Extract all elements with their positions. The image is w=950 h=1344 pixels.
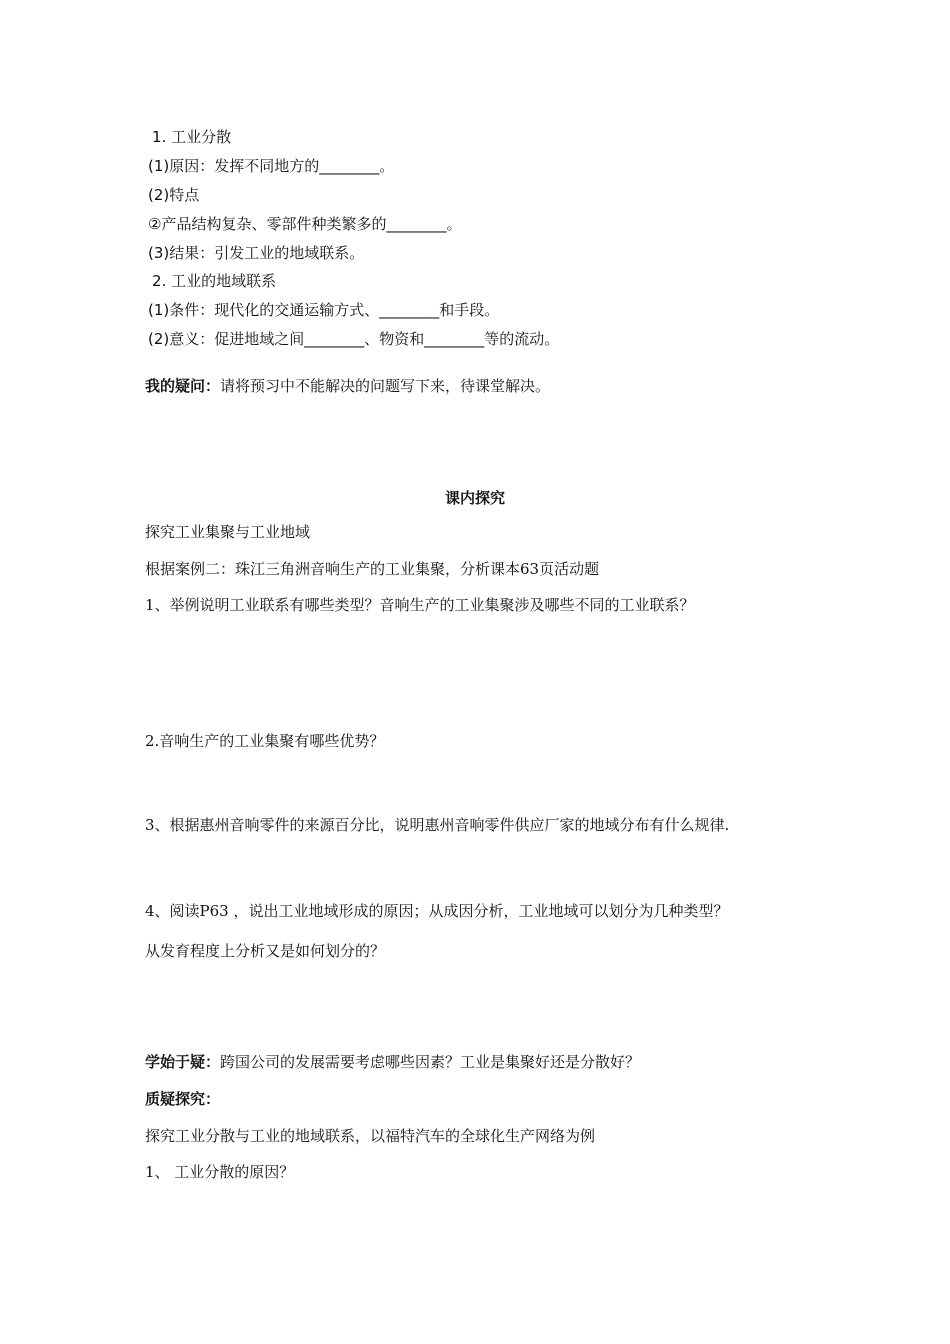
doubt-label: 学始于疑： bbox=[145, 1053, 221, 1071]
inquiry-label: 质疑探究： bbox=[145, 1090, 221, 1108]
dispersion-feature-2: ②产品结构复杂、零部件种类繁多的________。 bbox=[148, 215, 462, 233]
dispersion-reason: (1)原因：发挥不同地方的________。 bbox=[148, 157, 395, 175]
heading-industrial-dispersion: 1. 工业分散 bbox=[152, 128, 232, 146]
question-3: 3、根据惠州音响零件的来源百分比，说明惠州音响零件供应厂家的地域分布有什么规律. bbox=[145, 816, 730, 834]
doubt-prompt bbox=[145, 1052, 640, 1072]
case-instruction: 根据案例二：珠江三角洲音响生产的工业集聚，分析课本63页活动题 bbox=[145, 560, 600, 578]
question-2: 2.音响生产的工业集聚有哪些优势？ bbox=[145, 732, 385, 750]
heading-regional-linkage: 2. 工业的地域联系 bbox=[152, 272, 277, 290]
my-question bbox=[145, 376, 550, 396]
inquiry-topic: 探究工业集聚与工业地域 bbox=[145, 523, 311, 541]
section-title: 课内探究 bbox=[444, 489, 505, 507]
dispersion-result: (3)结果：引发工业的地域联系。 bbox=[148, 244, 365, 262]
question-1: 1、举例说明工业联系有哪些类型？音响生产的工业集聚涉及哪些不同的工业联系？ bbox=[145, 596, 695, 614]
doubt-text: 跨国公司的发展需要考虑哪些因素？工业是集聚好还是分散好？ bbox=[220, 1053, 641, 1071]
inquiry-topic-2: 探究工业分散与工业的地域联系，以福特汽车的全球化生产网络为例 bbox=[145, 1127, 596, 1145]
question-4-continued: 从发育程度上分析又是如何划分的？ bbox=[145, 942, 386, 960]
linkage-conditions: (1)条件：现代化的交通运输方式、________和手段。 bbox=[148, 301, 500, 319]
linkage-significance: (2)意义：促进地域之间________、物资和________等的流动。 bbox=[148, 330, 560, 348]
question-4: 4、阅读P63 ，说出工业地域形成的原因；从成因分析，工业地域可以划分为几种类型？ bbox=[145, 902, 729, 920]
dispersion-features: (2)特点 bbox=[148, 186, 200, 204]
my-question-label: 我的疑问： bbox=[145, 377, 221, 395]
inquiry-question-1: 1、 工业分散的原因？ bbox=[145, 1163, 295, 1181]
my-question-text: 请将预习中不能解决的问题写下来，待课堂解决。 bbox=[220, 377, 551, 395]
